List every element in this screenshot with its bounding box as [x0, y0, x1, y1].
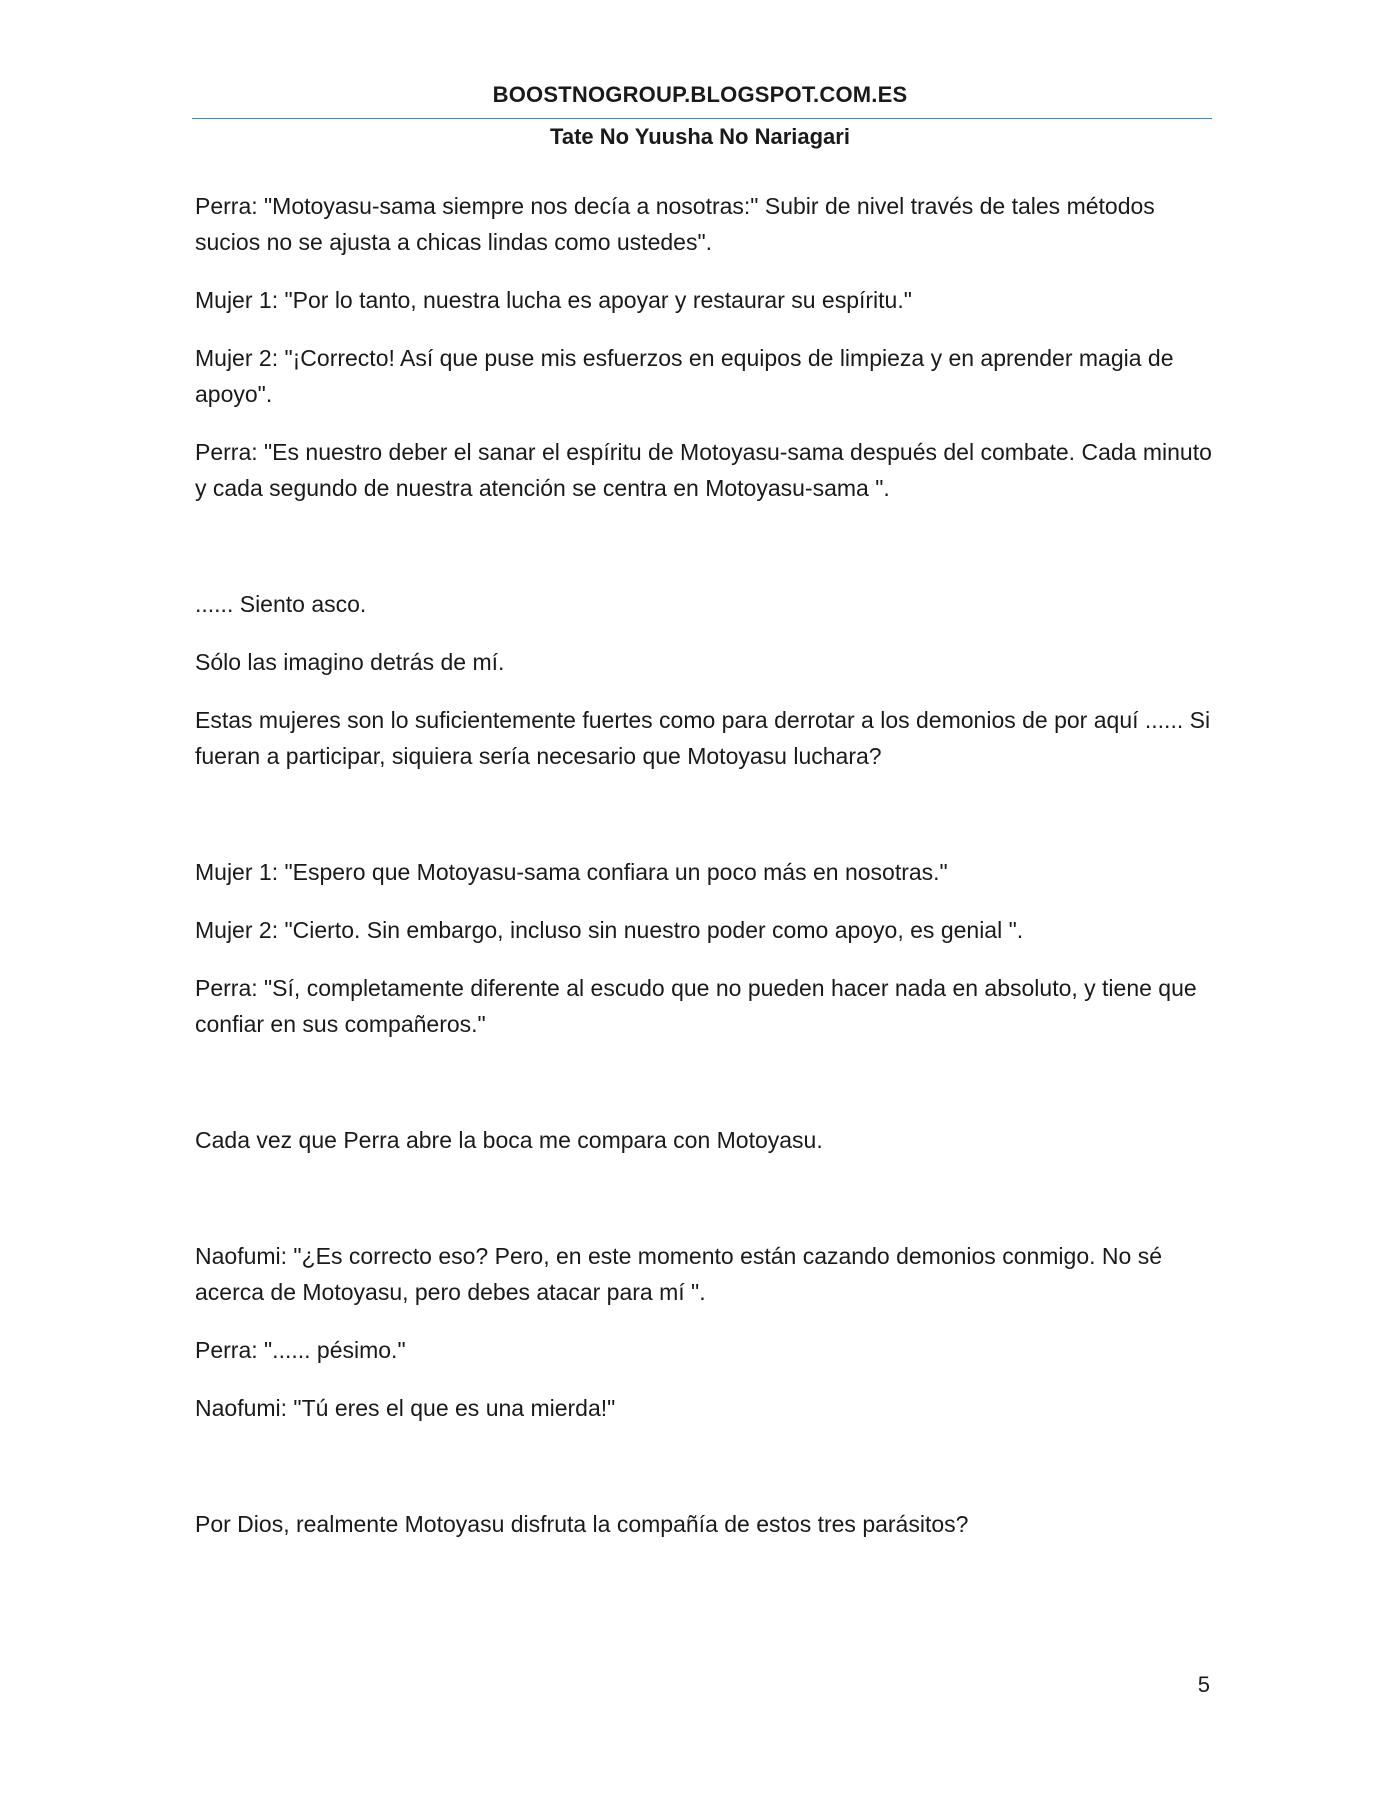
paragraph: Perra: "Motoyasu-sama siempre nos decía a nosotras:" Subir de nivel través de tales métodos sucios no se ajusta a chicas lindas como ustedes". — [195, 193, 1155, 255]
paragraph: Perra: "Es nuestro deber el sanar el espíritu de Motoyasu-sama después del combate. Cada minuto y cada segundo de nuestra atención se centra en Motoyasu-sama ". — [195, 439, 1212, 501]
paragraph: Naofumi: "Tú eres el que es una mierda!" — [195, 1395, 616, 1421]
paragraph: Mujer 1: "Por lo tanto, nuestra lucha es apoyar y restaurar su espíritu." — [195, 287, 912, 313]
body-text — [195, 188, 1215, 1564]
header-divider — [192, 118, 1212, 119]
paragraph: Estas mujeres son lo suficientemente fuertes como para derrotar a los demonios de por aquí ...... Si fueran a participar, siquiera sería necesario que Motoyasu luchara? — [195, 707, 1211, 769]
paragraph: ...... Siento asco. — [195, 591, 367, 617]
paragraph-gap — [195, 1448, 1215, 1506]
paragraph: Por Dios, realmente Motoyasu disfruta la compañía de estos tres parásitos? — [195, 1511, 969, 1537]
paragraph-gap — [195, 1180, 1215, 1238]
paragraph-gap — [195, 528, 1215, 586]
paragraph: Mujer 1: "Espero que Motoyasu-sama confiara un poco más en nosotras." — [195, 859, 948, 885]
paragraph: Perra: "...... pésimo." — [195, 1337, 406, 1363]
paragraph: Mujer 2: "Cierto. Sin embargo, incluso sin nuestro poder como apoyo, es genial ". — [195, 917, 1024, 943]
paragraph: Mujer 2: "¡Correcto! Así que puse mis esfuerzos en equipos de limpieza y en aprender magia de apoyo". — [195, 345, 1174, 407]
page-number: 5 — [1197, 1672, 1210, 1697]
paragraph: Cada vez que Perra abre la boca me compara con Motoyasu. — [195, 1127, 823, 1153]
paragraph: Sólo las imagino detrás de mí. — [195, 649, 505, 675]
paragraph: Perra: "Sí, completamente diferente al escudo que no pueden hacer nada en absoluto, y tiene que confiar en sus compañeros." — [195, 975, 1197, 1037]
paragraph-gap — [195, 1064, 1215, 1122]
header-book-title: Tate No Yuusha No Nariagari — [550, 124, 850, 149]
paragraph-gap — [195, 796, 1215, 854]
paragraph: Naofumi: "¿Es correcto eso? Pero, en este momento están cazando demonios conmigo. No sé acerca de Motoyasu, pero debes atacar para mí ". — [195, 1243, 1162, 1305]
header-site-name: BOOSTNOGROUP.BLOGSPOT.COM.ES — [492, 82, 908, 107]
